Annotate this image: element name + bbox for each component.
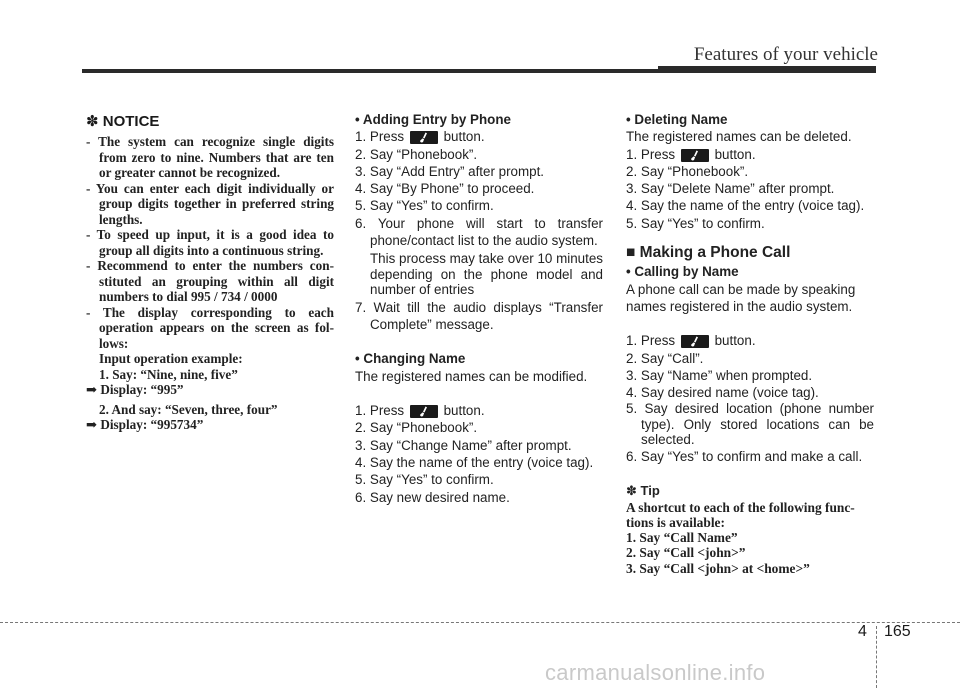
deleting-intro: The registered names can be deleted. [626, 129, 852, 145]
making-call-heading: ■ Making a Phone Call [626, 244, 791, 262]
example-display-1: ➡ Display: “995” [86, 382, 184, 397]
page-number: 165 [884, 623, 911, 640]
chapter-number: 4 [858, 623, 867, 640]
changing-intro: The registered names can be modified. [355, 368, 588, 384]
tip-body: A shortcut to each of the following functions is available: [626, 499, 855, 530]
deleting-step-3: 3. Say “Delete Name” after prompt. [626, 181, 835, 197]
step-text: button. [714, 146, 756, 162]
deleting-name-title: • Deleting Name [626, 112, 728, 127]
deleting-step-1 [626, 146, 874, 163]
step-text: button. [443, 129, 485, 145]
step-text: button. [714, 333, 756, 349]
adding-step-5: 5. Say “Yes” to confirm. [355, 198, 494, 214]
example-step-2: 2. And say: “Seven, three, four” [99, 401, 278, 417]
changing-name-title: • Changing Name [355, 351, 466, 367]
notice-item: - The display corresponding to each operation appears on the screen as follows: [86, 304, 334, 351]
watermark: carmanualsonline.info [545, 660, 766, 685]
changing-step-1 [355, 402, 603, 419]
tip-heading: ✽ Tip [626, 483, 660, 499]
calling-step-1 [626, 332, 874, 349]
talk-button-icon [681, 335, 709, 348]
talk-button-icon [681, 149, 709, 162]
adding-step-2: 2. Say “Phonebook”. [355, 146, 478, 162]
deleting-step-5: 5. Say “Yes” to confirm. [626, 215, 765, 231]
step-text: 1. Press [355, 403, 405, 419]
step-text: 1. Press [355, 129, 405, 145]
adding-step-6: 6. Your phone will start to transfer phone/contact list to the audio system. [355, 215, 603, 249]
talk-button-icon [410, 131, 438, 144]
calling-by-name-title: • Calling by Name [626, 264, 739, 280]
notice-item: - The system can recognize single digits from zero to nine. Numbers that are ten or greater cannot be recognized. [86, 134, 334, 180]
example-step-1: 1. Say: “Nine, nine, five” [99, 366, 238, 382]
header-rule-accent [658, 66, 876, 72]
example-label: Input operation example: [99, 351, 243, 366]
changing-step-4: 4. Say the name of the entry (voice tag). [355, 454, 594, 470]
step-text: 1. Press [626, 146, 676, 162]
notice-list [86, 134, 334, 351]
calling-intro: A phone call can be made by speaking names registered in the audio system. [626, 281, 856, 314]
talk-button-icon [410, 405, 438, 418]
adding-step-7: 7. Wait till the audio displays “Transfer Complete” message. [355, 299, 603, 333]
page-header-title: Features of your vehicle [693, 44, 878, 65]
column-right [626, 111, 874, 576]
adding-step-3: 3. Say “Add Entry” after prompt. [355, 163, 545, 179]
footer-divider [876, 626, 877, 688]
notice-heading: ✽ NOTICE [86, 113, 160, 130]
changing-step-6: 6. Say new desired name. [355, 489, 510, 505]
adding-entry-title: • Adding Entry by Phone [355, 112, 511, 127]
notice-item: - You can enter each digit individually or group digits together in preferred string lengths. [86, 180, 334, 227]
calling-step-4: 4. Say desired name (voice tag). [626, 385, 819, 401]
calling-step-3: 3. Say “Name” when prompted. [626, 367, 813, 383]
deleting-step-4: 4. Say the name of the entry (voice tag). [626, 198, 865, 214]
adding-step-1 [355, 128, 603, 145]
tip-line-1: 1. Say “Call Name” [626, 530, 738, 546]
calling-step-6: 6. Say “Yes” to confirm and make a call. [626, 448, 863, 464]
calling-step-2: 2. Say “Call”. [626, 350, 704, 366]
adding-step-4: 4. Say “By Phone” to proceed. [355, 181, 535, 197]
tip-line-2: 2. Say “Call <john>” [626, 545, 746, 561]
step-text: button. [443, 403, 485, 419]
column-middle [355, 111, 603, 506]
example-display-2: ➡ Display: “995734” [86, 417, 204, 432]
footer-rule [0, 622, 960, 623]
deleting-step-2: 2. Say “Phonebook”. [626, 163, 749, 179]
changing-step-3: 3. Say “Change Name” after prompt. [355, 437, 572, 453]
changing-step-5: 5. Say “Yes” to confirm. [355, 472, 494, 488]
step-text: 1. Press [626, 333, 676, 349]
notice-item: - To speed up input, it is a good idea to group all digits into a continuous string. [86, 227, 334, 258]
notice-item: - Recommend to enter the numbers constituted an grouping within all digit numbers to dial 995 / 734 / 0000 [86, 258, 334, 304]
calling-step-5: 5. Say desired location (phone number type). Only stored locations can be selected. [626, 401, 874, 448]
changing-step-2: 2. Say “Phonebook”. [355, 420, 478, 436]
tip-line-3: 3. Say “Call <john> at <home>” [626, 560, 810, 576]
notice-box [86, 112, 334, 433]
adding-step-6-note: This process may take over 10 minutes depending on the phone model and number of entries [370, 251, 603, 298]
